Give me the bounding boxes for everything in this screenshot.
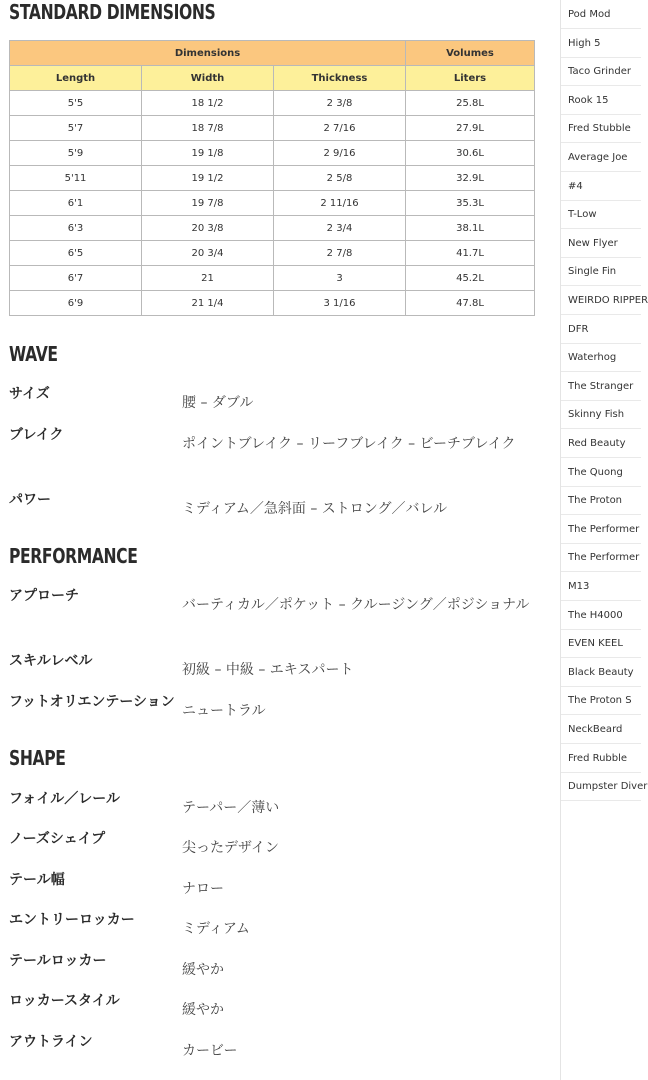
sidebar-model-link[interactable]: DFR xyxy=(561,316,641,344)
column-header-thickness: Thickness xyxy=(274,66,406,91)
sidebar-model-link[interactable]: The Proton xyxy=(561,487,641,515)
length-cell: 6'9 xyxy=(10,291,142,316)
shape-spec-value: カービー xyxy=(182,1043,238,1059)
dimensions-table xyxy=(9,40,535,316)
column-header-width: Width xyxy=(142,66,274,91)
shape-spec-label: テールロッカー xyxy=(9,953,107,969)
wave-spec-value: 腰 – ダブル xyxy=(182,395,254,411)
thickness-cell: 2 3/8 xyxy=(274,91,406,116)
sidebar-model-link[interactable]: The Stranger xyxy=(561,373,641,401)
length-cell: 6'3 xyxy=(10,216,142,241)
width-cell: 19 1/8 xyxy=(142,141,274,166)
width-cell: 21 xyxy=(142,266,274,291)
liters-cell: 38.1L xyxy=(406,216,535,241)
wave-spec-label: パワー xyxy=(9,492,51,508)
shape-spec-value: 尖ったデザイン xyxy=(182,840,280,856)
liters-cell: 27.9L xyxy=(406,116,535,141)
sidebar-model-link[interactable]: M13 xyxy=(561,573,641,601)
sidebar-model-link[interactable]: High 5 xyxy=(561,30,641,58)
liters-cell: 47.8L xyxy=(406,291,535,316)
shape-spec-value: テーパー／薄い xyxy=(182,800,280,816)
wave-spec-label: サイズ xyxy=(9,386,50,402)
length-cell: 5'11 xyxy=(10,166,142,191)
width-cell: 20 3/8 xyxy=(142,216,274,241)
column-header-liters: Liters xyxy=(406,66,535,91)
wave-spec-value: ミディアム／急斜面 – ストロング／バレル xyxy=(182,501,448,517)
sidebar-model-link[interactable]: Waterhog xyxy=(561,344,641,372)
shape-spec-label: ロッカースタイル xyxy=(9,993,120,1009)
table-row xyxy=(10,116,535,141)
sidebar-model-link[interactable]: Pod Mod xyxy=(561,1,641,29)
sidebar-model-link[interactable]: Fred Stubble xyxy=(561,115,641,143)
sidebar-model-link[interactable]: NeckBeard xyxy=(561,716,641,744)
thickness-cell: 2 5/8 xyxy=(274,166,406,191)
sidebar-model-link[interactable]: The H4000 xyxy=(561,602,641,630)
table-row xyxy=(10,166,535,191)
performance-spec-label: スキルレベル xyxy=(9,653,93,669)
sidebar-model-link[interactable]: The Performer xyxy=(561,516,641,544)
liters-cell: 25.8L xyxy=(406,91,535,116)
shape-spec-value: 緩やか xyxy=(182,1002,224,1018)
standard-dimensions-title: STANDARD DIMENSIONS xyxy=(9,0,216,24)
width-cell: 19 7/8 xyxy=(142,191,274,216)
width-cell: 19 1/2 xyxy=(142,166,274,191)
thickness-cell: 2 3/4 xyxy=(274,216,406,241)
sidebar-model-link[interactable]: WEIRDO RIPPER xyxy=(561,287,641,315)
wave-title: WAVE xyxy=(9,342,58,366)
column-header-length: Length xyxy=(10,66,142,91)
thickness-cell: 3 xyxy=(274,266,406,291)
performance-spec-value: バーティカル／ポケット – クルージング／ポジショナル xyxy=(182,597,530,613)
table-row xyxy=(10,216,535,241)
length-cell: 6'1 xyxy=(10,191,142,216)
performance-spec-label: フットオリエンテーション xyxy=(9,694,175,710)
width-cell: 18 1/2 xyxy=(142,91,274,116)
length-cell: 5'7 xyxy=(10,116,142,141)
sidebar-model-link[interactable]: Skinny Fish xyxy=(561,401,641,429)
thickness-cell: 2 9/16 xyxy=(274,141,406,166)
performance-spec-label: アプローチ xyxy=(9,588,79,604)
sidebar-model-link[interactable]: Taco Grinder xyxy=(561,58,641,86)
length-cell: 5'9 xyxy=(10,141,142,166)
volumes-group-header: Volumes xyxy=(406,41,535,66)
liters-cell: 41.7L xyxy=(406,241,535,266)
table-row xyxy=(10,141,535,166)
shape-spec-value: 緩やか xyxy=(182,962,224,978)
length-cell: 6'5 xyxy=(10,241,142,266)
liters-cell: 35.3L xyxy=(406,191,535,216)
sidebar-model-link[interactable]: #4 xyxy=(561,173,641,201)
thickness-cell: 2 7/16 xyxy=(274,116,406,141)
wave-spec-label: ブレイク xyxy=(9,427,64,443)
sidebar-model-link[interactable]: The Performer xyxy=(561,544,641,572)
shape-spec-label: アウトライン xyxy=(9,1034,93,1050)
shape-spec-label: テール幅 xyxy=(9,872,65,888)
model-sidebar xyxy=(560,0,648,1080)
sidebar-model-link[interactable]: Fred Rubble xyxy=(561,745,641,773)
thickness-cell: 3 1/16 xyxy=(274,291,406,316)
dimensions-table-body xyxy=(10,91,535,316)
sidebar-model-link[interactable]: New Flyer xyxy=(561,230,641,258)
dimensions-group-header: Dimensions xyxy=(10,41,406,66)
table-row xyxy=(10,91,535,116)
performance-title: PERFORMANCE xyxy=(9,544,138,568)
liters-cell: 45.2L xyxy=(406,266,535,291)
table-row xyxy=(10,291,535,316)
table-row xyxy=(10,241,535,266)
width-cell: 20 3/4 xyxy=(142,241,274,266)
sidebar-model-link[interactable]: The Proton S xyxy=(561,687,641,715)
width-cell: 21 1/4 xyxy=(142,291,274,316)
liters-cell: 32.9L xyxy=(406,166,535,191)
sidebar-model-link[interactable]: EVEN KEEL xyxy=(561,630,641,658)
table-row xyxy=(10,191,535,216)
length-cell: 6'7 xyxy=(10,266,142,291)
shape-spec-label: ノーズシェイプ xyxy=(9,831,106,847)
shape-spec-label: エントリーロッカー xyxy=(9,912,135,928)
sidebar-model-link[interactable]: Dumpster Diver xyxy=(561,773,641,801)
shape-spec-value: ミディアム xyxy=(182,921,250,937)
sidebar-model-link[interactable]: Red Beauty xyxy=(561,430,641,458)
shape-spec-label: フォイル／レール xyxy=(9,791,121,807)
sidebar-model-link[interactable]: Rook 15 xyxy=(561,87,641,115)
performance-spec-value: 初級 – 中級 – エキスパート xyxy=(182,662,354,678)
wave-spec-value: ポイントブレイク – リーフブレイク – ビーチブレイク xyxy=(182,436,516,452)
sidebar-model-link[interactable]: Average Joe xyxy=(561,144,641,172)
performance-spec-value: ニュートラル xyxy=(182,703,266,719)
sidebar-model-link[interactable]: T-Low xyxy=(561,201,641,229)
width-cell: 18 7/8 xyxy=(142,116,274,141)
thickness-cell: 2 11/16 xyxy=(274,191,406,216)
thickness-cell: 2 7/8 xyxy=(274,241,406,266)
sidebar-model-link[interactable]: The Quong xyxy=(561,459,641,487)
shape-title: SHAPE xyxy=(9,746,66,770)
liters-cell: 30.6L xyxy=(406,141,535,166)
sidebar-model-link[interactable]: Black Beauty xyxy=(561,659,641,687)
sidebar-model-link[interactable]: Single Fin xyxy=(561,258,641,286)
length-cell: 5'5 xyxy=(10,91,142,116)
shape-spec-value: ナロー xyxy=(182,881,224,897)
table-row xyxy=(10,266,535,291)
